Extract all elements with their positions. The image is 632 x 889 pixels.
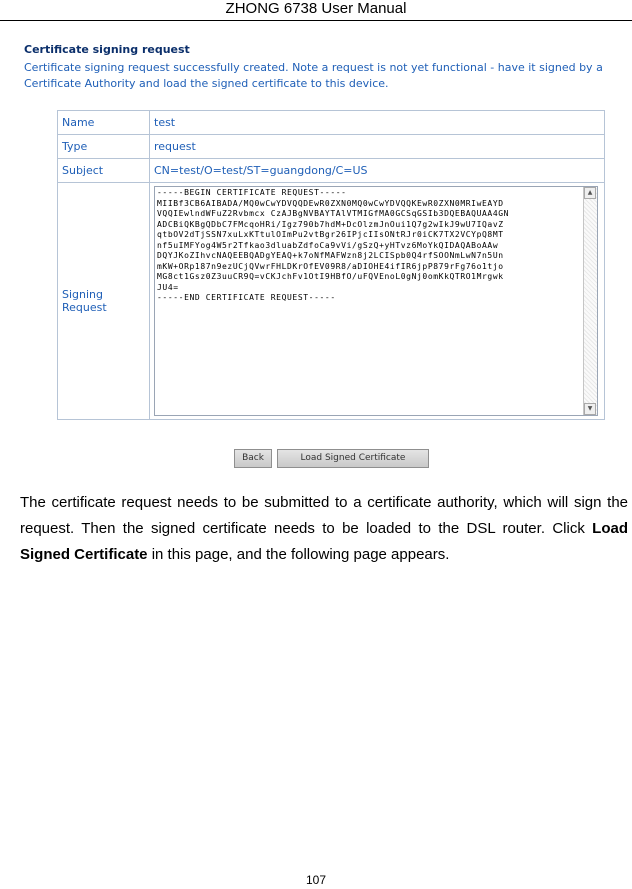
table-row-subject [58,159,605,183]
back-button[interactable]: Back [234,449,272,468]
scroll-up-arrow-icon[interactable]: ▲ [584,187,596,199]
table-row-signing-request [58,183,605,420]
scroll-down-arrow-icon[interactable]: ▼ [584,403,596,415]
subject-label: Subject [58,159,150,183]
signing-request-text: -----BEGIN CERTIFICATE REQUEST----- MIIBf3CB6AIBADA/MQ0wCwYDVQQDEwR0ZXN0MQ0wCwYDVQQKEwR0ZXN0MRIwEAYD VQQIEwlndWFuZ2Rvbmcx CzAJBgNVBAYTAlVTMIGfMA0GCSqGSIb3DQEBAQUAA4GN ADCBiQKBgQDbC7FMcqoHRi/Igz790b7hdM+DcOlzmJnOui1Q7g2wIkJ9wU7IQavZ qtbOV2dTjSSN7xuLxKTtulOImPu2vtBgr26IPjcIIsONtRJr0iCK7TX2VCYpQ8MT nf5uIMFYog4W5r2Tfkao3dluabZdfoCa9vVi/gSzQ+yHTvz6MoYkQIDAQABoAAw DQYJKoZIhvcNAQEEBQADgYEAQ+k7oNfMAFWzn8j2LCISpb0Q4rfSOONmLwN7n5Un mKW+ORp187n9ezUCjQVwrFHLDKrOfEV09R8/aDIOHE4ifIR6jpP879rFg76o1tjo MG8ct1Gsz0Z3uuCR9Q=vCKJchFv1OtI9HBfO/uFQVEnoL0gNj0omKkQTRO1Mrgwk JU4= -----END CERTIFICATE REQUEST----- [157,188,510,302]
page-number: 107 [305,873,327,887]
document-header [0,0,632,21]
document-title: ZHONG 6738 User Manual [225,0,407,17]
table-row-name [58,111,605,135]
csr-message: Certificate signing request successfully created. Note a request is not yet functional - have it signed by a Certificate Authority and load the signed certificate to this device. [24,61,603,90]
instruction-text-before: The certificate request needs to be submitted to a certificate authority, which will sign the request. Then the signed certificate needs to be loaded to the DSL router. Click [20,494,628,537]
name-label: Name [58,111,150,135]
embedded-screenshot [20,40,616,472]
name-value: test [150,111,605,135]
signing-request-label: Signing Request [58,183,150,420]
signing-request-cell [150,183,605,420]
instruction-bold-text: Load Signed Certificate [20,520,628,563]
signing-request-textarea[interactable] [154,186,598,416]
csr-details-table [57,110,605,420]
instruction-paragraph [20,490,628,568]
type-label: Type [58,135,150,159]
textarea-scrollbar[interactable] [583,187,597,415]
subject-value: CN=test/O=test/ST=guangdong/C=US [150,159,605,183]
load-signed-certificate-button[interactable]: Load Signed Certificate [277,449,429,468]
table-row-type [58,135,605,159]
csr-title: Certificate signing request [24,43,190,56]
type-value: request [150,135,605,159]
instruction-text-after: in this page, and the following page appears. [147,546,450,563]
